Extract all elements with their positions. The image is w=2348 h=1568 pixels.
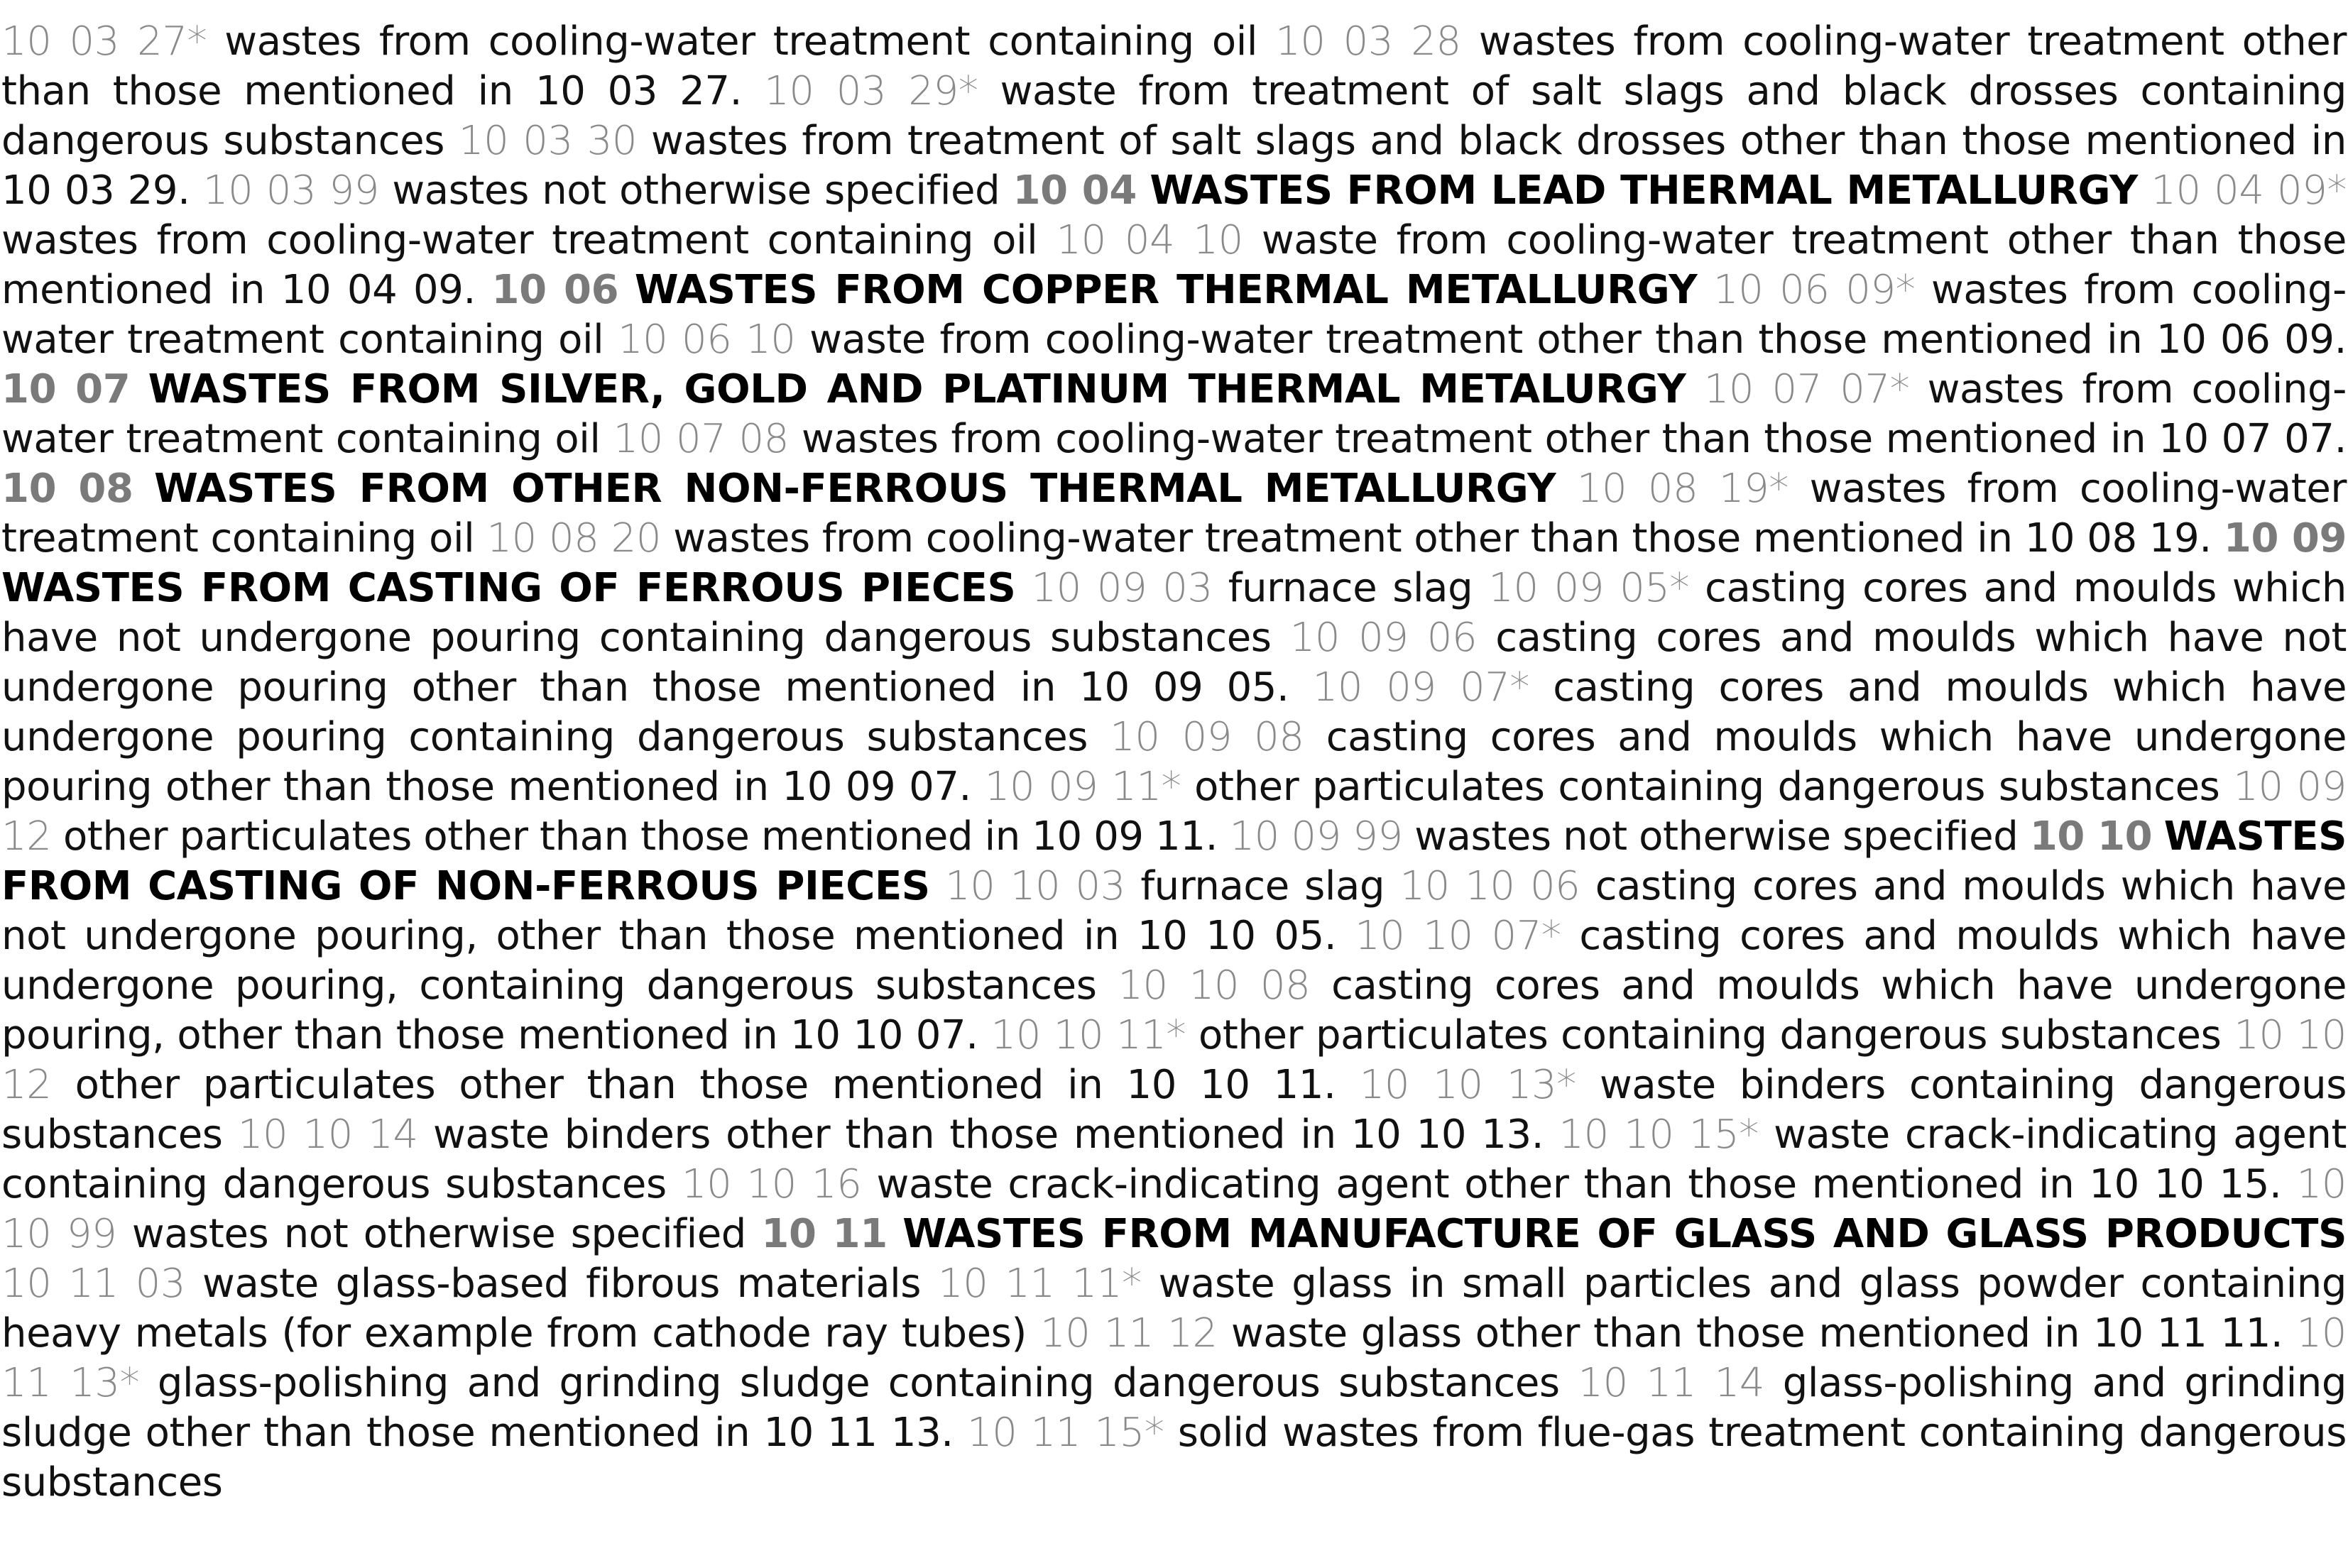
section-heading: WASTES FROM SILVER, GOLD AND PLATINUM THERMAL METALURGY (148, 366, 1686, 412)
entry-description: waste glass in small particles and glass powder containing heavy metals (for example from cathode ray tubes) (1, 1261, 2347, 1356)
section-heading: WASTES FROM CASTING OF FERROUS PIECES (1, 565, 1016, 611)
section-heading: WASTES FROM MANUFACTURE OF GLASS AND GLASS PRODUCTS (902, 1211, 2347, 1257)
entry-code: 10 10 07* (1355, 913, 1561, 959)
entry-code: 10 08 19* (1576, 466, 1789, 512)
entry-description: waste from cooling-water treatment other than those mentioned in 10 04 09. (1, 217, 2347, 313)
entry-code: 10 03 99 (202, 168, 379, 214)
entry-code: 10 09 07* (1312, 664, 1530, 711)
entry-description: waste crack-indicating agent other than those mentioned in 10 10 15. (876, 1161, 2282, 1207)
entry-description: casting cores and moulds which have not undergone pouring, other than those mentioned in 10 10 05. (1, 863, 2347, 959)
entry-description: waste from cooling-water treatment other than those mentioned in 10 06 09. (809, 317, 2347, 363)
entry-code: 10 07 08 (613, 416, 789, 462)
section-code: 10 09 (2223, 515, 2347, 561)
entry-description: waste binders containing dangerous substances (1, 1062, 2347, 1158)
entry-description: casting cores and moulds which have undergone pouring, containing dangerous substances (1, 913, 2347, 1009)
entry-code: 10 09 08 (1110, 714, 1304, 760)
entry-code: 10 10 03 (945, 863, 1126, 909)
entry-description: glass-polishing and grinding sludge containing dangerous substances (157, 1360, 1560, 1406)
entry-description: other particulates containing dangerous substances (1198, 1012, 2222, 1058)
entry-code: 10 06 10 (617, 317, 796, 363)
entry-code: 10 09 99 (1229, 813, 1403, 860)
entry-description: waste from treatment of salt slags and black drosses containing dangerous substances (1, 68, 2347, 164)
entry-code: 10 09 05* (1488, 565, 1690, 611)
entry-code: 10 03 29* (764, 68, 978, 114)
section-code: 10 07 (1, 366, 131, 412)
entry-description: casting cores and moulds which have undergone pouring other than those mentioned in 10 09 07. (1, 714, 2347, 810)
section-code: 10 04 (1012, 168, 1137, 214)
entry-code: 10 10 12 (1, 1012, 2347, 1108)
entry-code: 10 03 28 (1275, 18, 1461, 65)
entry-code: 10 06 09* (1713, 267, 1916, 313)
entry-description: wastes from cooling-water treatment containing oil (1, 217, 1038, 263)
section-heading: WASTES FROM COPPER THERMAL METALLURGY (634, 267, 1698, 313)
entry-code: 10 10 14 (237, 1112, 418, 1158)
entry-code: 10 11 13* (1, 1310, 2347, 1406)
entry-code: 10 10 16 (681, 1161, 862, 1207)
entry-code: 10 07 07* (1703, 366, 1910, 412)
section-heading: WASTES FROM LEAD THERMAL METALLURGY (1150, 168, 2138, 214)
entry-code: 10 11 12 (1040, 1310, 1218, 1356)
entry-code: 10 10 08 (1118, 963, 1311, 1009)
section-code: 10 08 (1, 466, 133, 512)
entry-description: waste glass-based fibrous materials (202, 1261, 922, 1307)
entry-description: wastes from cooling-water treatment containing oil (1, 267, 2347, 363)
entry-description: furnace slag (1140, 863, 1385, 909)
entry-description: casting cores and moulds which have not undergone pouring containing dangerous substances (1, 565, 2347, 661)
entry-description: wastes not otherwise specified (392, 168, 1000, 214)
entry-code: 10 04 09* (2151, 168, 2347, 214)
entry-description: waste binders other than those mentioned in 10 10 13. (432, 1112, 1544, 1158)
entry-code: 10 11 11* (937, 1261, 1142, 1307)
entry-description: casting cores and moulds which have undergone pouring containing dangerous substances (1, 664, 2347, 760)
entry-description: furnace slag (1228, 565, 1473, 611)
entry-code: 10 03 30 (458, 118, 638, 164)
entry-description: wastes from treatment of salt slags and black drosses other than those mentioned in 10 03 29. (1, 118, 2347, 214)
entry-description: waste glass other than those mentioned in 10 11 11. (1230, 1310, 2283, 1356)
entry-description: wastes from cooling-water treatment other than those mentioned in 10 03 27. (1, 18, 2347, 114)
section-code: 10 06 (491, 267, 619, 313)
entry-code: 10 09 11* (984, 764, 1181, 810)
section-heading: WASTES FROM OTHER NON-FERROUS THERMAL METALLURGY (154, 466, 1556, 512)
entry-code: 10 10 15* (1558, 1112, 1759, 1158)
entry-code: 10 11 03 (1, 1261, 186, 1307)
entry-description: other particulates other than those mentioned in 10 10 11. (75, 1062, 1336, 1108)
entry-code: 10 04 10 (1056, 217, 1243, 263)
entry-description: wastes from cooling-water treatment containing oil (224, 18, 1258, 65)
entry-code: 10 03 27* (1, 18, 207, 65)
entry-code: 10 10 99 (1, 1161, 2347, 1257)
entry-description: wastes from cooling-water treatment containing oil (1, 366, 2347, 462)
entry-code: 10 09 12 (1, 764, 2347, 860)
entry-description: other particulates other than those mentioned in 10 09 11. (62, 813, 1218, 860)
entry-description: wastes from cooling-water treatment other than those mentioned in 10 07 07. (801, 416, 2347, 462)
entry-description: wastes from cooling-water treatment containing oil (1, 466, 2347, 561)
entry-description: casting cores and moulds which have not undergone pouring other than those mentioned in 10 09 05. (1, 615, 2347, 711)
entry-description: wastes not otherwise specified (131, 1211, 746, 1257)
entry-code: 10 11 15* (966, 1410, 1164, 1456)
section-code: 10 11 (761, 1211, 888, 1257)
entry-description: casting cores and moulds which have undergone pouring, other than those mentioned in 10 10 07. (1, 963, 2347, 1058)
section-heading: WASTES FROM CASTING OF NON-FERROUS PIECES (1, 813, 2347, 909)
entry-description: other particulates containing dangerous substances (1194, 764, 2220, 810)
entry-code: 10 11 14 (1578, 1360, 1765, 1406)
entry-code: 10 10 13* (1359, 1062, 1576, 1108)
entry-description: wastes from cooling-water treatment other than those mentioned in 10 08 19. (673, 515, 2212, 561)
entry-description: solid wastes from flue-gas treatment containing dangerous substances (1, 1410, 2347, 1506)
entry-description: glass-polishing and grinding sludge other than those mentioned in 10 11 13. (1, 1360, 2347, 1456)
entry-description: wastes not otherwise specified (1414, 813, 2019, 860)
entry-code: 10 08 20 (486, 515, 662, 561)
entry-code: 10 09 06 (1289, 615, 1478, 661)
entry-code: 10 10 11* (990, 1012, 1186, 1058)
section-code: 10 10 (2029, 813, 2153, 860)
entry-description: waste crack-indicating agent containing dangerous substances (1, 1112, 2347, 1207)
waste-code-list (1, 17, 2347, 1508)
entry-code: 10 10 06 (1399, 863, 1580, 909)
entry-code: 10 09 03 (1031, 565, 1213, 611)
